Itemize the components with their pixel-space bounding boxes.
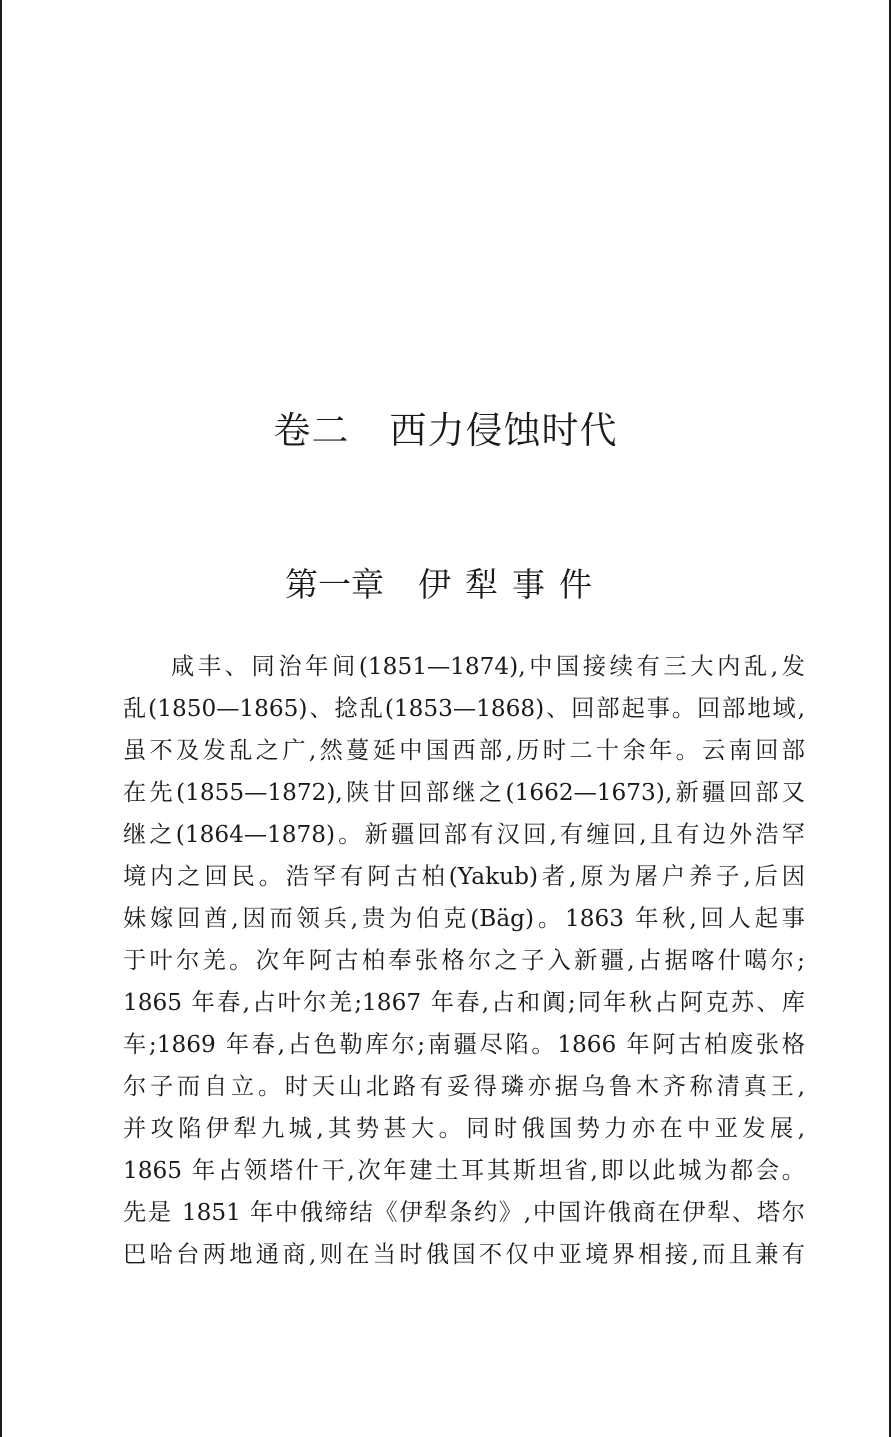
text-line: 乱(1850—1865)、捻乱(1853—1868)、回部起事。回部地域,	[123, 695, 805, 722]
body-paragraph	[123, 646, 805, 1276]
text-line: 妹嫁回酋,因而领兵,贵为伯克(Bäg)。1863 年秋,回人起事	[123, 905, 805, 932]
text-line: 巴哈台两地通商,则在当时俄国不仅中亚境界相接,而且兼有	[123, 1241, 805, 1268]
volume-title: 西力侵蚀时代	[389, 409, 618, 452]
text-line: 先是 1851 年中俄缔结《伊犁条约》,中国许俄商在伊犁、塔尔	[123, 1199, 805, 1226]
chapter-heading	[2, 560, 889, 610]
text-line: 境内之回民。浩罕有阿古柏(Yakub)者,原为屠户养子,后因	[123, 863, 805, 890]
text-line: 并攻陷伊犁九城,其势甚大。同时俄国势力亦在中亚发展,	[123, 1115, 805, 1142]
text-line: 咸丰、同治年间(1851—1874),中国接续有三大内乱,发	[171, 653, 805, 680]
text-line: 继之(1864—1878)。新疆回部有汉回,有缠回,且有边外浩罕	[123, 821, 805, 848]
text-line: 于叶尔羌。次年阿古柏奉张格尔之子入新疆,占据喀什噶尔;	[123, 947, 805, 974]
text-line: 1865 年占领塔什干,次年建土耳其斯坦省,即以此城为都会。	[123, 1157, 805, 1184]
text-line: 虽不及发乱之广,然蔓延中国西部,历时二十余年。云南回部	[123, 737, 805, 764]
chapter-title: 伊犁事件	[418, 565, 606, 604]
chapter-label: 第一章	[285, 565, 384, 604]
text-line: 1865 年春,占叶尔羌;1867 年春,占和阗;同年秋占阿克苏、库	[123, 989, 805, 1016]
text-line: 在先(1855—1872),陕甘回部继之(1662—1673),新疆回部又	[123, 779, 805, 806]
text-line: 车;1869 年春,占色勒库尔;南疆尽陷。1866 年阿古柏废张格	[123, 1031, 805, 1058]
text-line: 尔子而自立。时天山北路有妥得璘亦据乌鲁木齐称清真王,	[123, 1073, 805, 1100]
volume-label: 卷二	[273, 409, 350, 452]
volume-heading	[2, 404, 889, 458]
